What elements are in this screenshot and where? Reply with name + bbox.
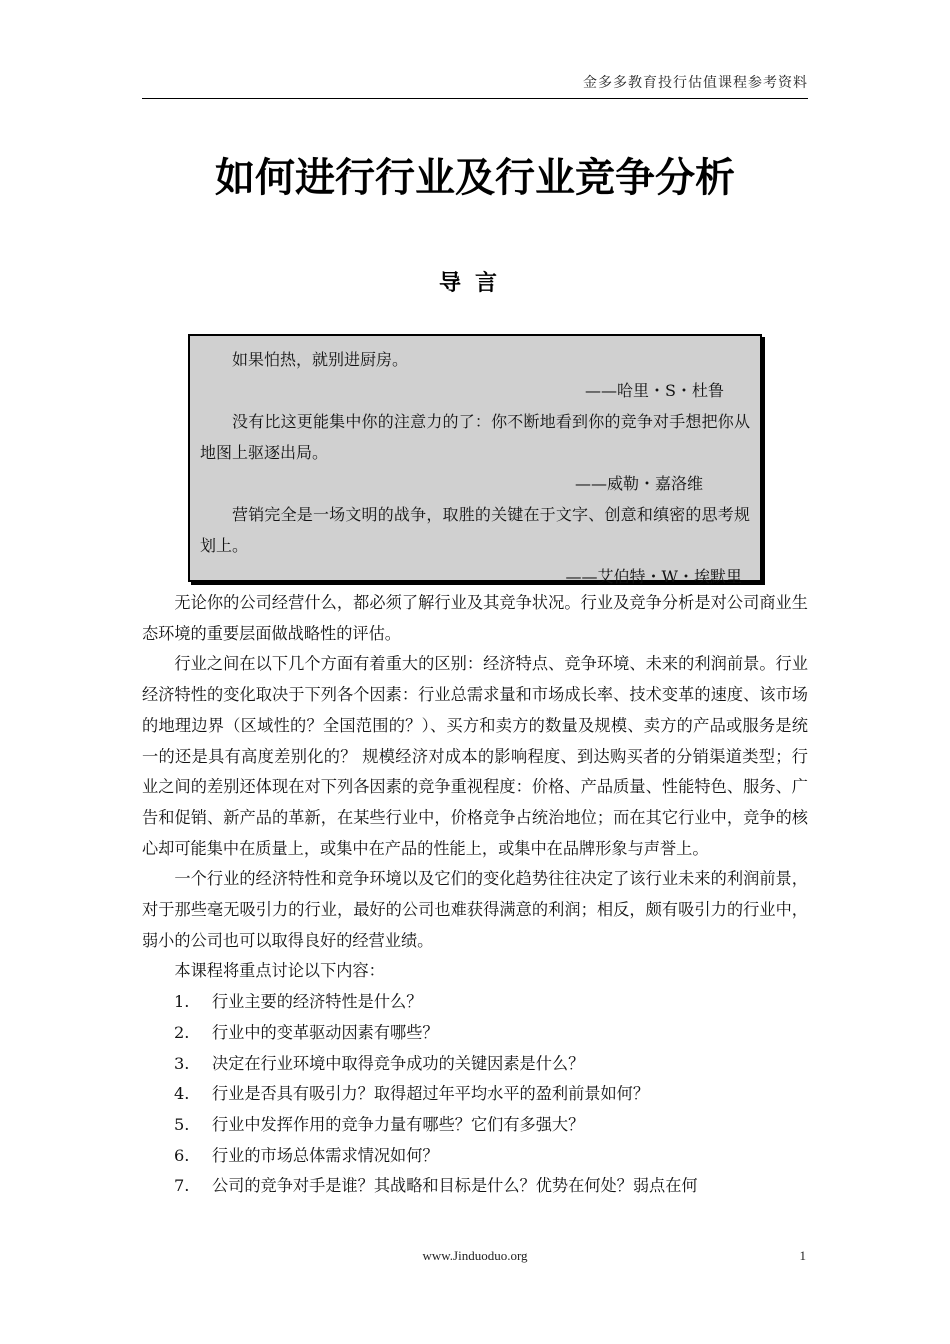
quote-text: 没有比这更能集中你的注意力的了：你不断地看到你的竞争对手想把你从地图上驱逐出局。 [200,412,750,462]
list-number: 4. [174,1084,190,1104]
list-item [142,1110,808,1141]
paragraph: 一个行业的经济特性和竞争环境以及它们的变化趋势往往决定了该行业未来的利润前景，对于那些毫无吸引力的行业，最好的公司也难获得满意的利润；相反，颇有吸引力的行业中，弱小的公司也可以取得良好的经营业绩。 [142,869,808,950]
list-number: 3. [174,1053,190,1073]
list-text: 行业中发挥作用的竞争力量有哪些？它们有多强大？ [212,1114,585,1134]
quote-text: 如果怕热，就别进厨房。 [232,350,409,369]
section-heading: 导言 [438,271,511,296]
quote-text: 营销完全是一场文明的战争，取胜的关键在于文字、创意和缜密的思考规划上。 [200,505,750,555]
page-number: 1 [799,1248,806,1263]
paragraph: 无论你的公司经营什么，都必须了解行业及其竞争状况。行业及竞争分析是对公司商业生态环境的重要层面做战略性的评估。 [142,593,808,643]
list-item [142,1141,808,1172]
list-number: 7. [174,1176,190,1196]
list-item [142,987,808,1018]
footer-url[interactable]: www.Jinduoduo.org [422,1248,528,1263]
page-header: 金多多教育投行估值课程参考资料 [583,75,808,91]
quote-box [188,334,762,586]
list-number: 5. [174,1114,190,1134]
list-number: 6. [174,1145,190,1165]
list-number: 2. [174,1022,190,1042]
list-text: 行业中的变革驱动因素有哪些？ [212,1022,439,1042]
list-item [142,1079,808,1110]
paragraph: 行业之间在以下几个方面有着重大的区别：经济特点、竞争环境、未来的利润前景。行业经济特性的变化取决于下列各个因素：行业总需求量和市场成长率、技术变革的速度、该市场的地理边界（区域性的？全国范围的？）、买方和卖方的数量及规模、卖方的产品或服务是统一的还是具有高度差别化的？ 规模经济对成本的影响程度、到达购买者的分销渠道类型；行业之间的差别还体现在对下列各因素的竞争重视程度：价格、产品质量、性能特色、服务、广告和促销、新产品的革新，在某些行业中，价格竞争占统治地位；而在其它行业中，竞争的核心却可能集中在质量上，或集中在产品的性能上，或集中在品牌形象与声誉上。 [142,654,808,858]
list-item [142,1018,808,1049]
list-item [142,1171,808,1202]
list-text: 决定在行业环境中取得竞争成功的关键因素是什么？ [212,1053,585,1073]
list-item [142,1049,808,1080]
list-number: 1. [174,992,190,1012]
list-text: 行业是否具有吸引力？取得超过年平均水平的盈利前景如何？ [212,1084,650,1104]
list-text: 公司的竞争对手是谁？其战略和目标是什么？优势在何处？弱点在何 [212,1176,698,1196]
list-text: 行业的市场总体需求情况如何？ [212,1145,439,1165]
header-rule [142,98,808,99]
list-text: 行业主要的经济特性是什么？ [212,992,423,1012]
quote-author: ——艾伯特・W・埃默里 [565,567,742,586]
body-text [142,588,808,1202]
paragraph: 本课程将重点讨论以下内容： [174,961,385,981]
quote-author: ——威勒・嘉洛维 [574,474,703,493]
quote-author: ——哈里・S・杜鲁 [585,381,724,400]
document-title: 如何进行行业及行业竞争分析 [215,155,735,201]
